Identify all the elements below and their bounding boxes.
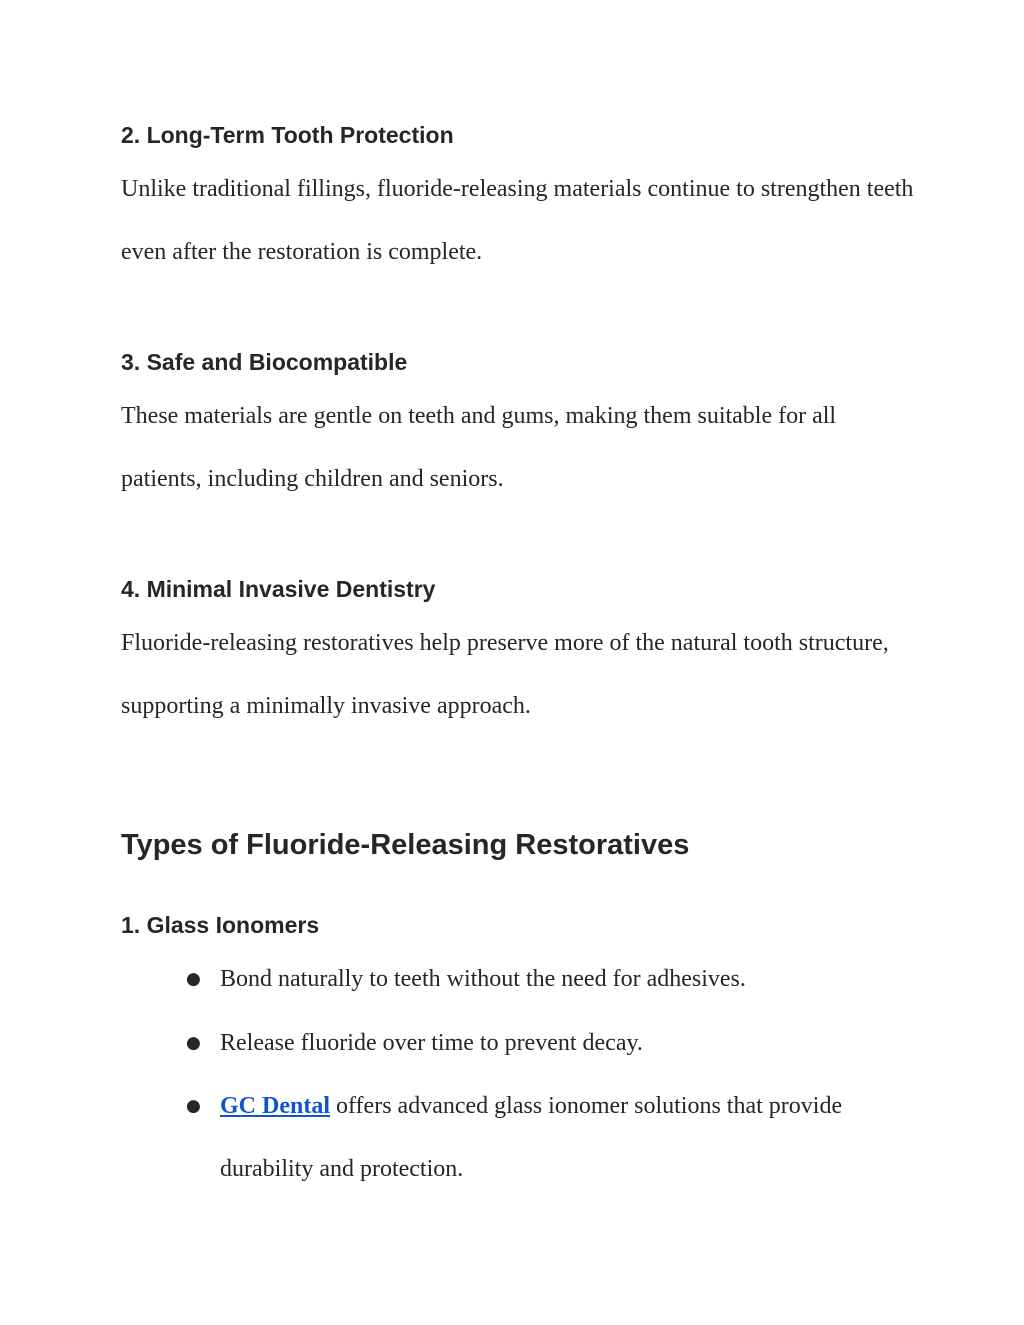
section-heading-safe-biocompatible: 3. Safe and Biocompatible [121,349,408,375]
list-item-text: Release fluoride over time to prevent decay. [220,1030,643,1056]
bullet-icon: ● [186,1096,201,1116]
glass-ionomers-heading: 1. Glass Ionomers [121,912,320,938]
section-heading-minimal-invasive: 4. Minimal Invasive Dentistry [121,576,436,602]
list-item [186,1075,906,1201]
section-heading-long-term-protection: 2. Long-Term Tooth Protection [121,122,454,148]
bullet-icon: ● [186,1033,201,1053]
types-section-title: Types of Fluoride-Releasing Restoratives [121,829,690,861]
section-paragraph-minimal-invasive: Fluoride-releasing restoratives help preserve more of the natural tooth structure, supporting a minimally invasive approach. [121,630,889,719]
gc-dental-link[interactable]: GC Dental [220,1093,330,1119]
list-item-text [220,1075,906,1201]
list-item-text: Bond naturally to teeth without the need for adhesives. [220,966,746,992]
list-item [186,948,906,1011]
list-item [186,1012,906,1075]
section-paragraph-long-term-protection: Unlike traditional fillings, fluoride-releasing materials continue to strengthen teeth even after the restoration is complete. [121,176,914,265]
bullet-icon: ● [186,969,201,989]
link-bullet-rest-text: offers advanced glass ionomer solutions that provide durability and protection. [220,1093,843,1182]
section-paragraph-safe-biocompatible: These materials are gentle on teeth and gums, making them suitable for all patients, including children and seniors. [121,403,837,492]
